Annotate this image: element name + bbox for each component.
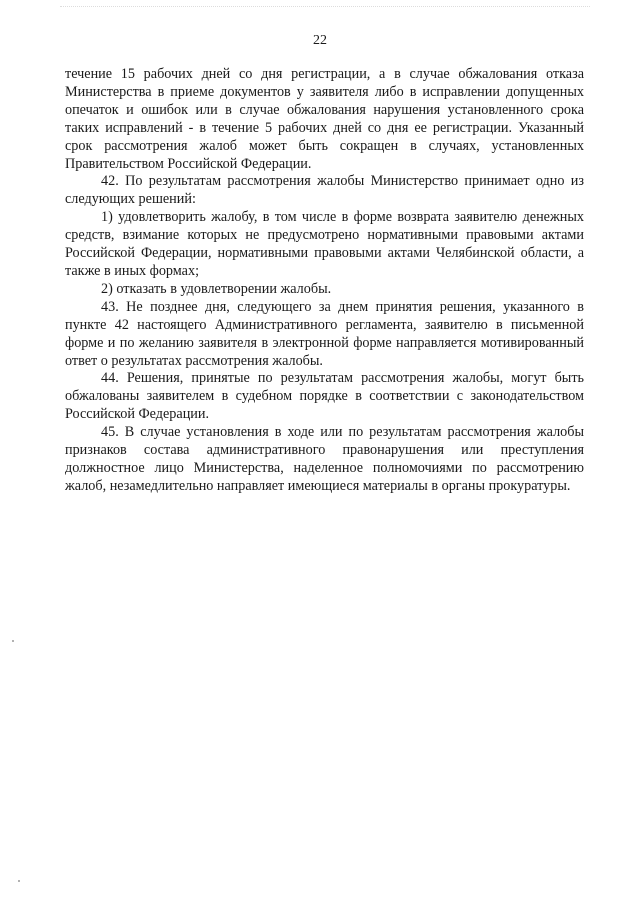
paragraph-continuation: течение 15 рабочих дней со дня регистрации, а в случае обжалования отказа Министерства в приеме документов у заявителя либо в исправлении допущенных опечаток и ошибок или в случае обжалования нарушения установленного срока таких исправлений - в течение 5 рабочих дней со дня ее регистрации. Указанный срок рассмотрения жалоб может быть сокращен в случаях, установленных Правительством Российской Федерации. [65,66,584,172]
scan-edge-artifact [60,6,590,9]
paragraph-42-item-1: 1) удовлетворить жалобу, в том числе в форме возврата заявителю денежных средств, взимание которых не предусмотрено нормативными правовыми актами Российской Федерации, нормативными правовыми актами Челябинской области, а также в иных формах; [65,209,584,279]
scan-speck [18,880,20,882]
paragraph-44: 44. Решения, принятые по результатам рассмотрения жалобы, могут быть обжалованы заявителем в судебном порядке в соответствии с законодательством Российской Федерации. [65,370,584,423]
paragraph-45: 45. В случае установления в ходе или по результатам рассмотрения жалобы признаков состава административного правонарушения или преступления должностное лицо Министерства, наделенное полномочиями по рассмотрению жалоб, незамедлительно направляет имеющиеся материалы в органы прокуратуры. [65,424,584,494]
page-number: 22 [313,33,327,48]
paragraph-42: 42. По результатам рассмотрения жалобы Министерство принимает одно из следующих решений: [65,173,584,208]
paragraph-42-item-2: 2) отказать в удовлетворении жалобы. [101,280,332,297]
paragraph-43: 43. Не позднее дня, следующего за днем принятия решения, указанного в пункте 42 настоящего Административного регламента, заявителю в письменной форме и по желанию заявителя в электронной форме направляется мотивированный ответ о результатах рассмотрения жалобы. [65,298,584,369]
document-body [65,66,584,496]
scan-speck [12,640,14,642]
